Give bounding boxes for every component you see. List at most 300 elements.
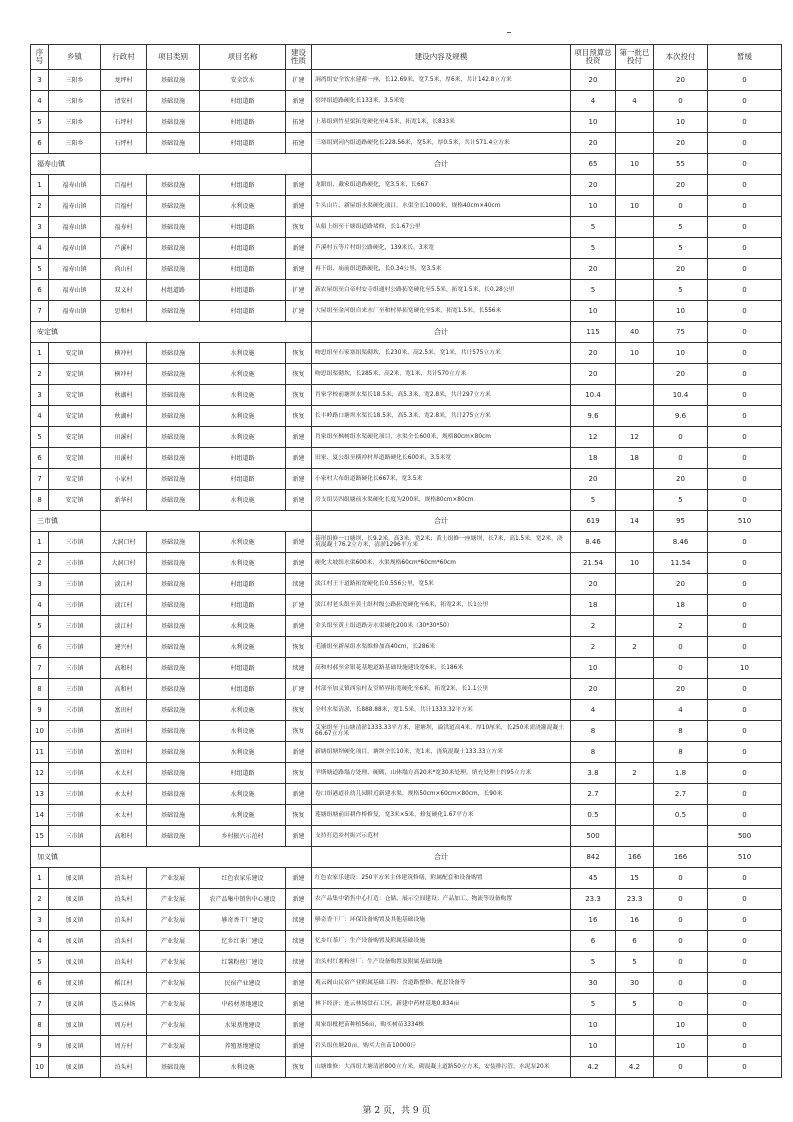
cell-name: 水利设施 (200, 532, 286, 553)
cell-content: 忆乡红茶厂：生产设备购置及附属基础设施 (312, 931, 571, 952)
cell-category: 基础设施 (147, 1057, 200, 1078)
cell-no: 7 (31, 994, 49, 1015)
cell-current: 20 (654, 679, 708, 700)
table-row (31, 133, 782, 154)
cell-village: 小家村 (101, 469, 147, 490)
cell-name: 村组道路 (200, 448, 286, 469)
cell-first-batch: 15 (616, 868, 654, 889)
cell-category: 基础设施 (147, 448, 200, 469)
cell-first-batch: 2 (616, 637, 654, 658)
cell-village: 永太村 (101, 805, 147, 826)
cell-nature: 拓建 (286, 112, 312, 133)
cell-town: 加义镇 (49, 931, 101, 952)
cell-category: 基础设施 (147, 742, 200, 763)
cell-no: 3 (31, 217, 49, 238)
table-row (31, 826, 782, 847)
section-spacer (101, 154, 312, 175)
cell-first-batch: 2 (616, 763, 654, 784)
cell-no: 4 (31, 595, 49, 616)
cell-content: 淡江村王干道路拓宽硬化长0.556公里，宽5米 (312, 574, 571, 595)
cell-content: 羊斯塘道路塌方处理、硬砌，山体塌方高20米*宽30米处理，填充处理土约95立方米 (312, 763, 571, 784)
cell-budget: 20 (571, 469, 616, 490)
table-row (31, 595, 782, 616)
cell-name: 水利设施 (200, 805, 286, 826)
cell-current: 0 (654, 910, 708, 931)
table-row (31, 427, 782, 448)
cell-village: 淡江村 (101, 595, 147, 616)
cell-village: 秋湖村 (101, 406, 147, 427)
cell-content: 林下经济：连云林场盘石工区，新建中药材基地0.834亩 (312, 994, 571, 1015)
cell-no: 6 (31, 133, 49, 154)
cell-current: 10 (654, 301, 708, 322)
cell-no: 9 (31, 700, 49, 721)
cell-current: 8 (654, 742, 708, 763)
cell-no: 6 (31, 280, 49, 301)
cell-village: 石坪村 (101, 133, 147, 154)
section-hold: 0 (708, 154, 782, 175)
cell-current: 2 (654, 616, 708, 637)
cell-current: 1.8 (654, 763, 708, 784)
section-current: 166 (654, 847, 708, 868)
cell-name: 村组道路 (200, 658, 286, 679)
cell-budget: 18 (571, 448, 616, 469)
cell-current: 10.4 (654, 385, 708, 406)
cell-hold: 0 (708, 889, 782, 910)
cell-content: 泊头村红薯粉丝厂：生产设备购置及附属基础设施 (312, 952, 571, 973)
cell-first-batch: 4.2 (616, 1057, 654, 1078)
cell-first-batch (616, 826, 654, 847)
cell-category: 基础设施 (147, 805, 200, 826)
cell-nature: 恢复 (286, 805, 312, 826)
cell-category: 产业发展 (147, 1015, 200, 1036)
cell-first-batch (616, 406, 654, 427)
cell-hold: 500 (708, 826, 782, 847)
cell-no: 8 (31, 490, 49, 511)
cell-current: 0 (654, 637, 708, 658)
cell-name: 水利设施 (200, 406, 286, 427)
cell-name: 水利设施 (200, 385, 286, 406)
cell-nature: 新建 (286, 1036, 312, 1057)
cell-nature: 新建 (286, 826, 312, 847)
cell-current: 2.7 (654, 784, 708, 805)
cell-budget: 5 (571, 994, 616, 1015)
cell-content: 田家、夏公组至横冲村界道路硬化长600米，3.5米宽 (312, 448, 571, 469)
cell-town: 加义镇 (49, 889, 101, 910)
cell-nature: 新建 (286, 91, 312, 112)
cell-hold: 0 (708, 343, 782, 364)
cell-first-batch (616, 805, 654, 826)
cell-no: 12 (31, 763, 49, 784)
cell-nature: 恢复 (286, 217, 312, 238)
cell-current: 10 (654, 112, 708, 133)
cell-content: 从船上组至干塘组道路堵修，长1.67公里 (312, 217, 571, 238)
cell-nature: 新建 (286, 427, 312, 448)
col-header-content: 建设内容及规模 (312, 45, 571, 70)
cell-no: 6 (31, 448, 49, 469)
cell-no: 11 (31, 742, 49, 763)
table-row (31, 112, 782, 133)
cell-nature: 续建 (286, 658, 312, 679)
cell-no: 2 (31, 553, 49, 574)
cell-village: 富田村 (101, 700, 147, 721)
cell-content: 再下组、庙前组道路硬化，长0.34公里，宽3.5米 (312, 259, 571, 280)
cell-content: 龙眼组、戴家组道路硬化，宽3.5米，长667 (312, 175, 571, 196)
cell-hold: 0 (708, 406, 782, 427)
section-budget: 115 (571, 322, 616, 343)
cell-budget: 5 (571, 490, 616, 511)
cell-town: 三市镇 (49, 742, 101, 763)
cell-town: 三市镇 (49, 763, 101, 784)
cell-hold: 0 (708, 700, 782, 721)
cell-village: 清安村 (101, 91, 147, 112)
cell-hold: 0 (708, 721, 782, 742)
cell-name: 村组道路 (200, 679, 286, 700)
scan-mark (507, 32, 511, 33)
cell-town: 安定镇 (49, 385, 101, 406)
section-first-batch: 14 (616, 511, 654, 532)
cell-category: 产业发展 (147, 889, 200, 910)
cell-town: 福寿山镇 (49, 280, 101, 301)
cell-current: 0.5 (654, 805, 708, 826)
cell-name: 忆乡红茶厂建设 (200, 931, 286, 952)
cell-budget: 45 (571, 868, 616, 889)
cell-first-batch (616, 1015, 654, 1036)
cell-nature: 续建 (286, 931, 312, 952)
cell-no: 2 (31, 889, 49, 910)
cell-first-batch (616, 742, 654, 763)
section-town: 安定镇 (31, 322, 101, 343)
cell-town: 三阳乡 (49, 70, 101, 91)
table-header-row (31, 45, 782, 70)
section-first-batch: 40 (616, 322, 654, 343)
cell-name: 乡村振兴示范村 (200, 826, 286, 847)
section-budget: 619 (571, 511, 616, 532)
cell-nature: 恢复 (286, 364, 312, 385)
cell-hold: 0 (708, 553, 782, 574)
cell-first-batch: 4 (616, 91, 654, 112)
cell-no: 3 (31, 385, 49, 406)
cell-current: 0 (654, 952, 708, 973)
col-header-village: 行政村 (101, 45, 147, 70)
cell-village: 永太村 (101, 763, 147, 784)
section-current: 55 (654, 154, 708, 175)
cell-content: 淡江村老头组至黄土组村级公路拓宽硬化至6米，拓宽2米，长1公里 (312, 595, 571, 616)
cell-nature: 新建 (286, 259, 312, 280)
cell-current: 20 (654, 574, 708, 595)
cell-hold: 0 (708, 301, 782, 322)
cell-first-batch: 10 (616, 553, 654, 574)
table-row (31, 931, 782, 952)
cell-name: 水利设施 (200, 616, 286, 637)
cell-name: 村组道路 (200, 112, 286, 133)
cell-first-batch (616, 133, 654, 154)
cell-town: 三市镇 (49, 595, 101, 616)
table-row (31, 301, 782, 322)
col-header-town: 乡镇 (49, 45, 101, 70)
table-row (31, 364, 782, 385)
cell-town: 安定镇 (49, 343, 101, 364)
cell-nature: 扩建 (286, 679, 312, 700)
cell-name: 养殖基地建设 (200, 1036, 286, 1057)
cell-content: 吻思组至石家塞组渠砌坎，长230米，高2.5米，宽1米，共计575立方米 (312, 343, 571, 364)
cell-content: 新农屋组至白帝村安寺组通村公路拓宽硬化至5.5米，拓宽1.5米，长0.28公里 (312, 280, 571, 301)
cell-first-batch (616, 112, 654, 133)
cell-budget: 21.54 (571, 553, 616, 574)
cell-budget: 3.8 (571, 763, 616, 784)
cell-content: 红色农家乐建设：250平方米主体建筑修缮，附属配套和设备购置 (312, 868, 571, 889)
cell-no: 5 (31, 616, 49, 637)
cell-first-batch (616, 679, 654, 700)
cell-name: 村组道路 (200, 763, 286, 784)
cell-nature: 恢复 (286, 385, 312, 406)
cell-current: 0 (654, 994, 708, 1015)
cell-hold: 0 (708, 1036, 782, 1057)
cell-town: 三市镇 (49, 637, 101, 658)
cell-village: 永太村 (101, 784, 147, 805)
cell-budget: 10 (571, 196, 616, 217)
cell-name: 水利设施 (200, 742, 286, 763)
cell-village: 高和村 (101, 679, 147, 700)
cell-budget: 18 (571, 595, 616, 616)
cell-category: 基础设施 (147, 112, 200, 133)
cell-content: 肖家学校前塘坝水渠长18.5米，高5.3米，宽2.8米，共计297立方米 (312, 385, 571, 406)
section-first-batch: 10 (616, 154, 654, 175)
cell-category: 基础设施 (147, 91, 200, 112)
cell-category: 产业发展 (147, 952, 200, 973)
cell-nature: 拓建 (286, 133, 312, 154)
table-row (31, 700, 782, 721)
cell-budget: 10.4 (571, 385, 616, 406)
cell-current: 10 (654, 343, 708, 364)
cell-first-batch (616, 595, 654, 616)
cell-current: 0 (654, 196, 708, 217)
cell-no: 14 (31, 805, 49, 826)
table-row (31, 973, 782, 994)
table-row (31, 721, 782, 742)
cell-no: 1 (31, 175, 49, 196)
cell-content: 全村水渠清淤，长888.88米，宽1.5米，共计1333.32平方米 (312, 700, 571, 721)
cell-budget: 10 (571, 1036, 616, 1057)
cell-name: 水利设施 (200, 196, 286, 217)
cell-town: 加义镇 (49, 910, 101, 931)
section-budget: 842 (571, 847, 616, 868)
cell-content: 房支组吴四组塘前水渠硬化长度为200米，规格80cm×80cm (312, 490, 571, 511)
cell-village: 田溪村 (101, 427, 147, 448)
cell-first-batch: 6 (616, 931, 654, 952)
cell-hold: 0 (708, 574, 782, 595)
project-table (30, 44, 782, 1078)
cell-name: 村组道路 (200, 238, 286, 259)
table-row (31, 952, 782, 973)
cell-category: 基础设施 (147, 616, 200, 637)
cell-village: 建兴村 (101, 637, 147, 658)
cell-town: 福寿山镇 (49, 259, 101, 280)
cell-budget: 5 (571, 217, 616, 238)
cell-category: 基础设施 (147, 637, 200, 658)
cell-budget: 4 (571, 91, 616, 112)
cell-village: 周方村 (101, 1036, 147, 1057)
col-header-hold: 暂缓 (708, 45, 782, 70)
cell-town: 三市镇 (49, 805, 101, 826)
cell-hold: 0 (708, 91, 782, 112)
col-header-nature: 建设性质 (286, 45, 312, 70)
cell-no: 10 (31, 721, 49, 742)
cell-name: 水利设施 (200, 553, 286, 574)
cell-village: 高和村 (101, 658, 147, 679)
cell-no: 2 (31, 364, 49, 385)
cell-no: 5 (31, 952, 49, 973)
cell-budget: 20 (571, 574, 616, 595)
section-hold: 0 (708, 322, 782, 343)
cell-current: 4 (654, 700, 708, 721)
cell-town: 福寿山镇 (49, 217, 101, 238)
cell-village: 横冲村 (101, 343, 147, 364)
cell-budget: 16 (571, 910, 616, 931)
cell-hold: 0 (708, 448, 782, 469)
cell-first-batch (616, 301, 654, 322)
cell-budget: 0.5 (571, 805, 616, 826)
cell-nature: 新建 (286, 490, 312, 511)
section-total-row (31, 511, 782, 532)
cell-first-batch: 18 (616, 448, 654, 469)
cell-nature: 扩建 (286, 301, 312, 322)
cell-category: 基础设施 (147, 826, 200, 847)
cell-current: 0 (654, 427, 708, 448)
cell-no: 1 (31, 532, 49, 553)
cell-nature: 续建 (286, 910, 312, 931)
section-hold: 510 (708, 847, 782, 868)
cell-category: 基础设施 (147, 763, 200, 784)
cell-current: 18 (654, 595, 708, 616)
cell-nature: 恢复 (286, 721, 312, 742)
cell-nature: 恢复 (286, 1057, 312, 1078)
cell-hold: 0 (708, 217, 782, 238)
section-spacer (101, 322, 312, 343)
cell-village: 芦溪村 (101, 238, 147, 259)
cell-category: 产业发展 (147, 1036, 200, 1057)
cell-town: 安定镇 (49, 364, 101, 385)
cell-first-batch: 10 (616, 196, 654, 217)
cell-town: 三市镇 (49, 658, 101, 679)
cell-first-batch: 5 (616, 952, 654, 973)
section-town: 三市镇 (31, 511, 101, 532)
cell-name: 村组道路 (200, 91, 286, 112)
cell-town: 三阳乡 (49, 112, 101, 133)
cell-nature: 新建 (286, 742, 312, 763)
cell-no: 5 (31, 259, 49, 280)
cell-village: 泊头村 (101, 952, 147, 973)
cell-budget: 20 (571, 343, 616, 364)
cell-village: 新华村 (101, 490, 147, 511)
cell-content: 农产品集中销售中心打造：仓储、展示空间建设；产品加工、物流等设备购置 (312, 889, 571, 910)
cell-name: 水利设施 (200, 427, 286, 448)
cell-category: 村组道路 (147, 280, 200, 301)
cell-content: 小家村大布组道路硬化长667米，宽3.5米 (312, 469, 571, 490)
cell-current: 20 (654, 259, 708, 280)
cell-village: 泊头村 (101, 1057, 147, 1078)
cell-hold: 0 (708, 784, 782, 805)
cell-name: 农产品集中销售中心建设 (200, 889, 286, 910)
table-body (31, 70, 782, 1078)
cell-nature: 新建 (286, 448, 312, 469)
cell-hold: 0 (708, 679, 782, 700)
cell-first-batch: 10 (616, 343, 654, 364)
cell-budget: 8 (571, 721, 616, 742)
section-total-label: 合计 (312, 847, 571, 868)
table-row (31, 196, 782, 217)
cell-village: 双义村 (101, 280, 147, 301)
cell-budget: 6 (571, 931, 616, 952)
cell-nature: 新建 (286, 973, 312, 994)
cell-first-batch (616, 490, 654, 511)
cell-budget: 20 (571, 364, 616, 385)
cell-first-batch: 30 (616, 973, 654, 994)
cell-hold: 0 (708, 175, 782, 196)
cell-current: 11.54 (654, 553, 708, 574)
cell-no: 3 (31, 70, 49, 91)
cell-content: 莲塘组塘前田耕作桥修复，宽3米×5米，修复硬化1.67平方米 (312, 805, 571, 826)
cell-name: 村组道路 (200, 469, 286, 490)
cell-content: 硬化大坡组水渠600米，水渠规格60cm*60cm*60cm (312, 553, 571, 574)
cell-name: 水利设施 (200, 700, 286, 721)
cell-hold: 0 (708, 1015, 782, 1036)
cell-budget: 2 (571, 637, 616, 658)
cell-town: 加义镇 (49, 952, 101, 973)
cell-nature: 新建 (286, 175, 312, 196)
table-row (31, 679, 782, 700)
cell-no: 4 (31, 931, 49, 952)
section-current: 75 (654, 322, 708, 343)
cell-first-batch (616, 175, 654, 196)
col-header-no: 序号 (31, 45, 49, 70)
cell-category: 产业发展 (147, 931, 200, 952)
cell-no: 6 (31, 973, 49, 994)
cell-town: 安定镇 (49, 469, 101, 490)
cell-village: 思和村 (101, 301, 147, 322)
cell-no: 13 (31, 784, 49, 805)
cell-hold: 0 (708, 1057, 782, 1078)
cell-current: 0 (654, 658, 708, 679)
cell-budget: 20 (571, 259, 616, 280)
cell-content: 艾家组至于山塘清淤1333.33平方米，建塘坝，溢洪道高4米，厚10厘米，长250米需浇灌混凝土66.67立方米 (312, 721, 571, 742)
cell-hold: 0 (708, 469, 782, 490)
section-total-label: 合计 (312, 154, 571, 175)
cell-nature: 新建 (286, 616, 312, 637)
cell-name: 民宿产业建设 (200, 973, 286, 994)
cell-village: 尚山村 (101, 259, 147, 280)
col-header-name: 项目名称 (200, 45, 286, 70)
cell-hold: 0 (708, 868, 782, 889)
cell-content: 支持打造乡村振兴示范村 (312, 826, 571, 847)
cell-village: 富田村 (101, 721, 147, 742)
table-row (31, 805, 782, 826)
cell-first-batch (616, 574, 654, 595)
cell-name: 水利设施 (200, 637, 286, 658)
cell-village: 泊头村 (101, 931, 147, 952)
cell-current: 10 (654, 1015, 708, 1036)
cell-budget: 9.6 (571, 406, 616, 427)
table-row (31, 784, 782, 805)
cell-first-batch (616, 280, 654, 301)
cell-category: 产业发展 (147, 994, 200, 1015)
cell-budget: 5 (571, 280, 616, 301)
section-spacer (101, 847, 312, 868)
cell-name: 村组道路 (200, 280, 286, 301)
cell-nature: 恢复 (286, 637, 312, 658)
cell-no: 7 (31, 658, 49, 679)
table-row (31, 889, 782, 910)
cell-town: 三阳乡 (49, 91, 101, 112)
